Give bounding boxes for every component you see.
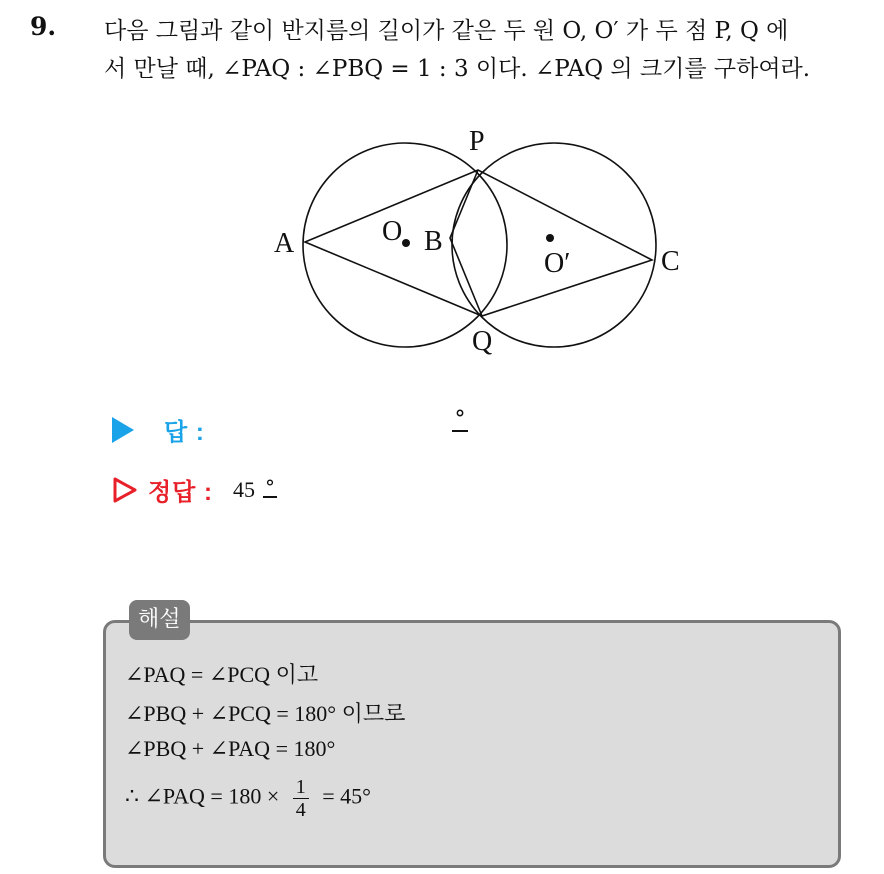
- correct-answer-row: [112, 472, 277, 507]
- answer-input[interactable]: °: [452, 410, 468, 432]
- question-text: [104, 12, 874, 88]
- answer-label: 답 :: [164, 419, 205, 446]
- question-line-1: 다음 그림과 같이 반지름의 길이가 같은 두 원 O, O′ 가 두 점 P, Q 에: [104, 18, 789, 44]
- label-p: P: [469, 126, 485, 157]
- label-a: A: [274, 228, 295, 259]
- correct-answer-label: 정답 :: [148, 479, 214, 506]
- label-c: C: [661, 246, 680, 277]
- label-b: B: [424, 226, 443, 257]
- play-triangle-icon: [112, 417, 134, 443]
- question-line-2: 서 만날 때, ∠PAQ : ∠PBQ = 1 : 3 이다. ∠PAQ 의 크기를 구하여라.: [104, 56, 811, 82]
- fraction-numerator: 1: [293, 776, 309, 799]
- quadrilateral-apcq: [305, 170, 652, 316]
- solution-line-3: ∠PBQ + ∠PAQ = 180°: [125, 736, 336, 761]
- solution-tag: 해설: [129, 600, 190, 640]
- center-o-prime-dot: [546, 234, 554, 242]
- answer-row: [112, 412, 205, 447]
- correct-answer-unit: °: [265, 474, 276, 499]
- label-o: O: [382, 216, 403, 247]
- solution-line-2: ∠PBQ + ∠PCQ = 180° 이므로: [125, 701, 406, 726]
- solution-final-suffix: = 45°: [322, 783, 371, 809]
- label-q: Q: [472, 326, 493, 357]
- fraction-one-quarter: [293, 776, 309, 821]
- solution-final-prefix: ∴ ∠PAQ = 180 ×: [125, 783, 280, 809]
- geometry-figure: [270, 120, 690, 370]
- solution-line-final: [125, 776, 371, 821]
- center-o-dot: [402, 239, 410, 247]
- fraction-denominator: 4: [295, 799, 306, 821]
- question-number: 9.: [30, 12, 57, 41]
- outline-triangle-icon: [112, 476, 138, 504]
- solution-line-1: ∠PAQ = ∠PCQ 이고: [125, 662, 319, 687]
- label-o-prime: O′: [544, 248, 571, 279]
- correct-answer-value: 45: [233, 476, 256, 502]
